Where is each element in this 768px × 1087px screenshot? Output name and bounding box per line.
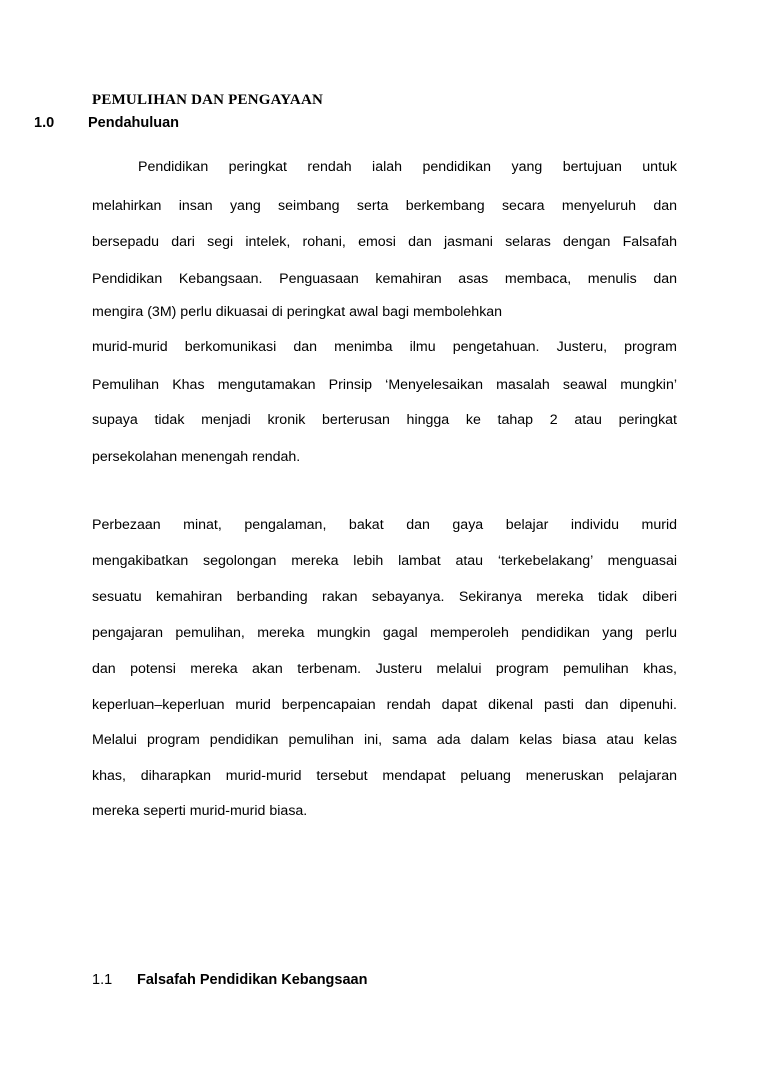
paragraph-line: persekolahan menengah rendah. [92,449,301,465]
paragraph-line: Pendidikan Kebangsaan. Penguasaan kemahiran asas membaca, menulis dan [92,271,677,287]
paragraph-line: Perbezaan minat, pengalaman, bakat dan gaya belajar individu murid [92,517,677,533]
paragraph-line: pengajaran pemulihan, mereka mungkin gagal memperoleh pendidikan yang perlu [92,625,677,641]
paragraph-line: dan potensi mereka akan terbenam. Justeru melalui program pemulihan khas, [92,661,677,677]
paragraph-line: mengira (3M) perlu dikuasai di peringkat awal bagi membolehkan [92,304,503,320]
section-number: 1.0 [34,115,55,131]
subsection-title: Falsafah Pendidikan Kebangsaan [137,972,368,988]
paragraph-line: mengakibatkan segolongan mereka lebih lambat atau ‘terkebelakang’ menguasai [92,553,677,569]
paragraph-line: khas, diharapkan murid-murid tersebut mendapat peluang meneruskan pelajaran [92,768,677,784]
paragraph-line: melahirkan insan yang seimbang serta berkembang secara menyeluruh dan [92,198,677,214]
paragraph-line: Pendidikan peringkat rendah ialah pendidikan yang bertujuan untuk [138,159,677,175]
section-title: Pendahuluan [88,115,180,131]
paragraph-line: mereka seperti murid-murid biasa. [92,803,308,819]
paragraph-line: murid-murid berkomunikasi dan menimba ilmu pengetahuan. Justeru, program [92,339,677,355]
paragraph-line: keperluan–keperluan murid berpencapaian rendah dapat dikenal pasti dan dipenuhi. [92,697,677,713]
paragraph-line: supaya tidak menjadi kronik berterusan hingga ke tahap 2 atau peringkat [92,412,677,428]
section-heading [34,115,179,131]
subsection-number: 1.1 [92,972,113,988]
paragraph-line: bersepadu dari segi intelek, rohani, emosi dan jasmani selaras dengan Falsafah [92,234,677,250]
subsection-heading [92,972,367,988]
paragraph-line: Pemulihan Khas mengutamakan Prinsip ‘Menyelesaikan masalah seawal mungkin’ [92,377,677,393]
document-title: PEMULIHAN DAN PENGAYAAN [92,92,324,108]
paragraph-line: sesuatu kemahiran berbanding rakan sebayanya. Sekiranya mereka tidak diberi [92,589,677,605]
paragraph-line: Melalui program pendidikan pemulihan ini, sama ada dalam kelas biasa atau kelas [92,732,677,748]
